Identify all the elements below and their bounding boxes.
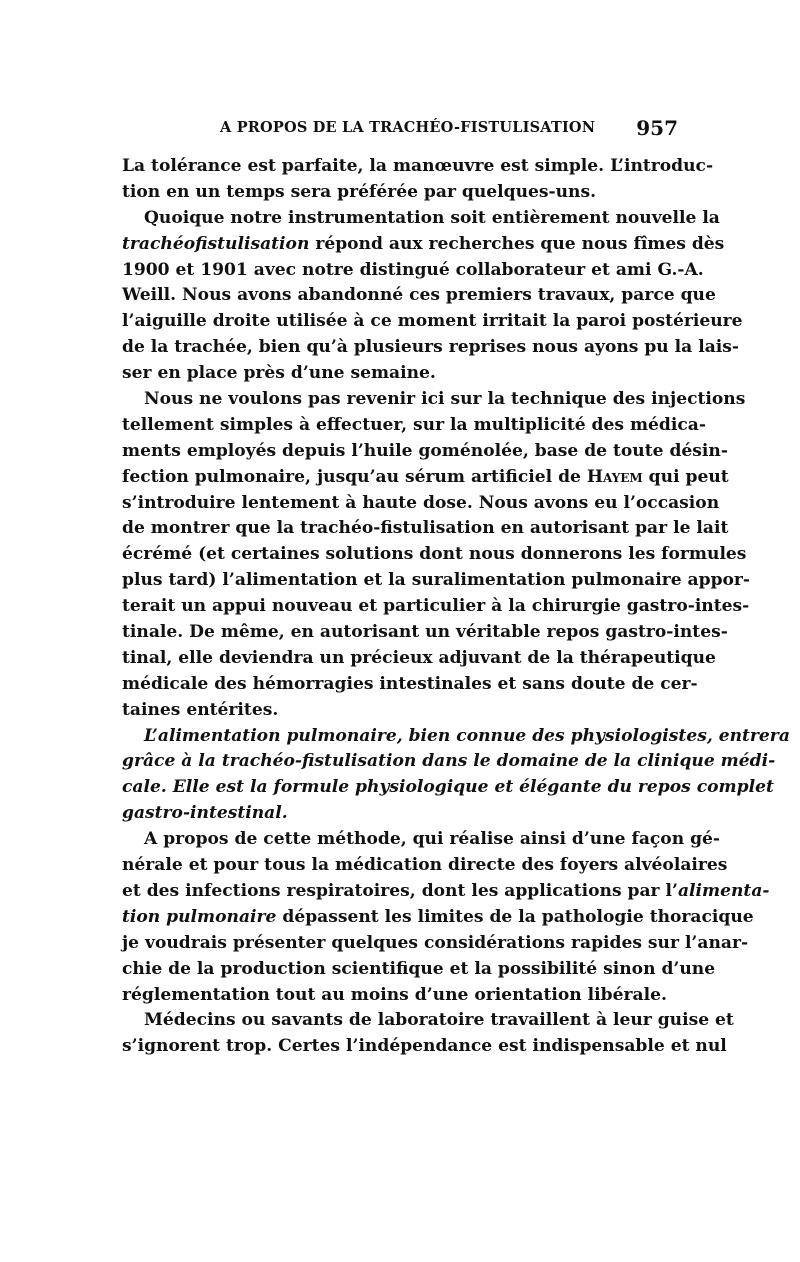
italic-text-line: gastro-intestinal.: [122, 803, 288, 824]
italic-text-line: cale. Elle est la formule physiologique et élégante du repos complet: [122, 777, 774, 798]
text-line: l’aiguille droite utilisée à ce moment irritait la paroi postérieure: [122, 311, 743, 332]
text-line: taines entérites.: [122, 699, 279, 720]
text-line: chie de la production scientifique et la possibilité sinon d’une: [122, 958, 716, 979]
text-line: tellement simples à effectuer, sur la multiplicité des médica-: [122, 414, 706, 435]
text-line: ser en place près d’une semaine.: [122, 363, 436, 384]
text-line: terait un appui nouveau et particulier à la chirurgie gastro-intes-: [122, 596, 750, 617]
italic-text-line: grâce à la trachéo-fistulisation dans le domaine de la clinique médi-: [122, 751, 776, 772]
text-line: 1900 et 1901 avec notre distingué collaborateur et ami G.-A.: [122, 259, 704, 280]
text-line: Weill. Nous avons abandonné ces premiers travaux, parce que: [122, 285, 716, 306]
text-line: réglementation tout au moins d’une orientation libérale.: [122, 984, 667, 1005]
italic-term: alimenta-: [677, 880, 770, 901]
text-line: Quoique notre instrumentation soit entièrement nouvelle la: [144, 207, 720, 228]
text-line: ments employés depuis l’huile goménolée, base de toute désin-: [122, 440, 728, 461]
text-line: plus tard) l’alimentation et la suralimentation pulmonaire appor-: [122, 570, 751, 591]
italic-term: trachéofistulisation: [122, 233, 310, 254]
text-line: A propos de cette méthode, qui réalise ainsi d’une façon gé-: [144, 829, 721, 850]
text-line: médicale des hémorragies intestinales et sans doute de cer-: [122, 673, 698, 694]
running-title: A PROPOS DE LA TRACHÉO-FISTULISATION: [220, 119, 596, 136]
text-line: Nous ne voulons pas revenir ici sur la technique des injections: [144, 389, 746, 410]
text-line: tion en un temps sera préférée par quelques-uns.: [122, 181, 597, 202]
text-line: Médecins ou savants de laboratoire travaillent à leur guise et: [144, 1010, 734, 1031]
text-line: La tolérance est parfaite, la manœuvre est simple. L’introduc-: [122, 156, 714, 176]
text-line: trachéofistulisation répond aux recherches que nous fîmes dès: [122, 233, 725, 254]
text-line: tinale. De même, en autorisant un véritable repos gastro-intes-: [122, 622, 728, 643]
text-line: de montrer que la trachéo-fistulisation en autorisant par le lait: [122, 518, 729, 539]
text-line: s’introduire lentement à haute dose. Nous avons eu l’occasion: [122, 492, 720, 513]
text-line: nérale et pour tous la médication directe des foyers alvéolaires: [122, 855, 728, 876]
text-line: de la trachée, bien qu’à plusieurs reprises nous ayons pu la lais-: [122, 337, 739, 358]
text-line: écrémé (et certaines solutions dont nous donnerons les formules: [122, 544, 747, 565]
text-line: fection pulmonaire, jusqu’au sérum artificiel de Hayem qui peut: [122, 466, 729, 487]
text-line: et des infections respiratoires, dont les applications par l’alimenta-: [122, 880, 770, 901]
page-header: [122, 116, 678, 140]
text-line: je voudrais présenter quelques considérations rapides sur l’anar-: [122, 932, 749, 953]
italic-text-line: L’alimentation pulmonaire, bien connue des physiologistes, entrera: [144, 725, 790, 746]
italic-term: tion pulmonaire: [122, 906, 277, 927]
text-line: tion pulmonaire dépassent les limites de la pathologie thoracique: [122, 906, 754, 927]
page-number: 957: [636, 116, 678, 140]
author-name: Hayem: [586, 466, 643, 487]
body-text: [122, 154, 790, 1060]
text-line: s’ignorent trop. Certes l’indépendance est indispensable et nul: [122, 1036, 727, 1057]
text-line: tinal, elle deviendra un précieux adjuvant de la thérapeutique: [122, 647, 716, 668]
